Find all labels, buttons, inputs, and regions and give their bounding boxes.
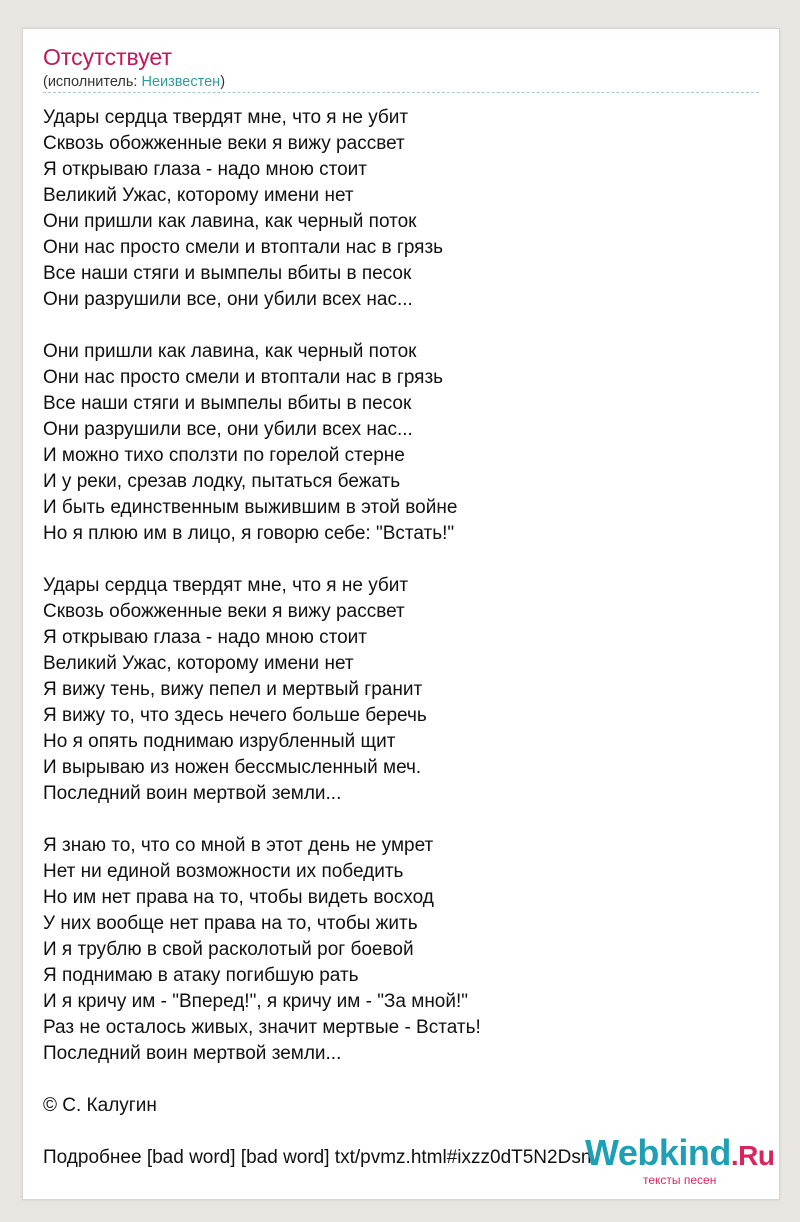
lyric-line: Все наши стяги и вымпелы вбиты в песок bbox=[43, 393, 412, 414]
lyric-line: Они разрушили все, они убили всех нас... bbox=[43, 289, 413, 310]
lyric-line: Нет ни единой возможности их победить bbox=[43, 861, 404, 882]
lyrics-text bbox=[43, 105, 481, 1067]
lyric-line: Удары сердца твердят мне, что я не убит bbox=[43, 575, 409, 596]
lyric-line: И вырываю из ножен бессмысленный меч. bbox=[43, 757, 422, 778]
lyric-line: Они нас просто смели и втоптали нас в грязь bbox=[43, 237, 444, 258]
lyric-line: Все наши стяги и вымпелы вбиты в песок bbox=[43, 263, 412, 284]
lyric-line: Они нас просто смели и втоптали нас в грязь bbox=[43, 367, 444, 388]
stanza-gap bbox=[43, 807, 481, 833]
lyric-line: Великий Ужас, которому имени нет bbox=[43, 185, 354, 206]
artist-suffix: ) bbox=[220, 74, 226, 90]
artist-prefix: (исполнитель: bbox=[43, 74, 142, 90]
lyric-line: Но я плюю им в лицо, я говорю себе: "Встать!" bbox=[43, 523, 455, 544]
lyric-line: Я поднимаю в атаку погибшую рать bbox=[43, 965, 359, 986]
lyric-line: Последний воин мертвой земли... bbox=[43, 1043, 342, 1064]
divider bbox=[43, 92, 759, 93]
lyric-line: И можно тихо сползти по горелой стерне bbox=[43, 445, 405, 466]
stanza bbox=[43, 573, 481, 807]
lyric-line: Сквозь обожженные веки я вижу рассвет bbox=[43, 601, 405, 622]
lyric-line: И я кричу им - "Вперед!", я кричу им - "За мной!" bbox=[43, 991, 469, 1012]
lyric-line: Последний воин мертвой земли... bbox=[43, 783, 342, 804]
stanza bbox=[43, 339, 481, 547]
stanza bbox=[43, 833, 481, 1067]
stanza-gap bbox=[43, 547, 481, 573]
lyric-line: Удары сердца твердят мне, что я не убит bbox=[43, 107, 409, 128]
more-link[interactable]: Подробнее [bad word] [bad word] txt/pvmz.html#ixzz0dT5N2Dsn bbox=[43, 1147, 592, 1168]
artist-link[interactable]: Неизвестен bbox=[141, 74, 221, 90]
lyric-line: И у реки, срезав лодку, пытаться бежать bbox=[43, 471, 401, 492]
lyric-line: Я знаю то, что со мной в этот день не умрет bbox=[43, 835, 434, 856]
lyric-line: Они пришли как лавина, как черный поток bbox=[43, 211, 417, 232]
lyric-line: Но им нет права на то, чтобы видеть восход bbox=[43, 887, 434, 908]
logo-name: Webkind bbox=[585, 1132, 731, 1173]
logo-tld: .Ru bbox=[730, 1140, 775, 1171]
lyric-line: Но я опять поднимаю изрубленный щит bbox=[43, 731, 396, 752]
lyric-line: У них вообще нет права на то, чтобы жить bbox=[43, 913, 418, 934]
lyrics-card bbox=[22, 28, 780, 1200]
lyric-line: Они разрушили все, они убили всех нас... bbox=[43, 419, 413, 440]
copyright-text: © С. Калугин bbox=[43, 1095, 157, 1116]
artist-meta bbox=[43, 73, 225, 91]
lyric-line: Они пришли как лавина, как черный поток bbox=[43, 341, 417, 362]
song-title: Отсутствует bbox=[43, 44, 172, 70]
stanza-gap bbox=[43, 313, 481, 339]
lyric-line: Я вижу тень, вижу пепел и мертвый гранит bbox=[43, 679, 423, 700]
lyric-line: Раз не осталось живых, значит мертвые - Встать! bbox=[43, 1017, 481, 1038]
lyric-line: Великий Ужас, которому имени нет bbox=[43, 653, 354, 674]
lyric-line: Сквозь обожженные веки я вижу рассвет bbox=[43, 133, 405, 154]
lyric-line: И быть единственным выжившим в этой войне bbox=[43, 497, 458, 518]
stanza bbox=[43, 105, 481, 313]
logo-tagline: тексты песен bbox=[643, 1173, 717, 1187]
logo-wordmark bbox=[585, 1131, 774, 1178]
webkind-logo[interactable] bbox=[585, 1131, 775, 1195]
lyric-line: Я вижу то, что здесь нечего больше беречь bbox=[43, 705, 427, 726]
lyric-line: И я трублю в свой расколотый рог боевой bbox=[43, 939, 414, 960]
lyric-line: Я открываю глаза - надо мною стоит bbox=[43, 627, 367, 648]
lyric-line: Я открываю глаза - надо мною стоит bbox=[43, 159, 367, 180]
